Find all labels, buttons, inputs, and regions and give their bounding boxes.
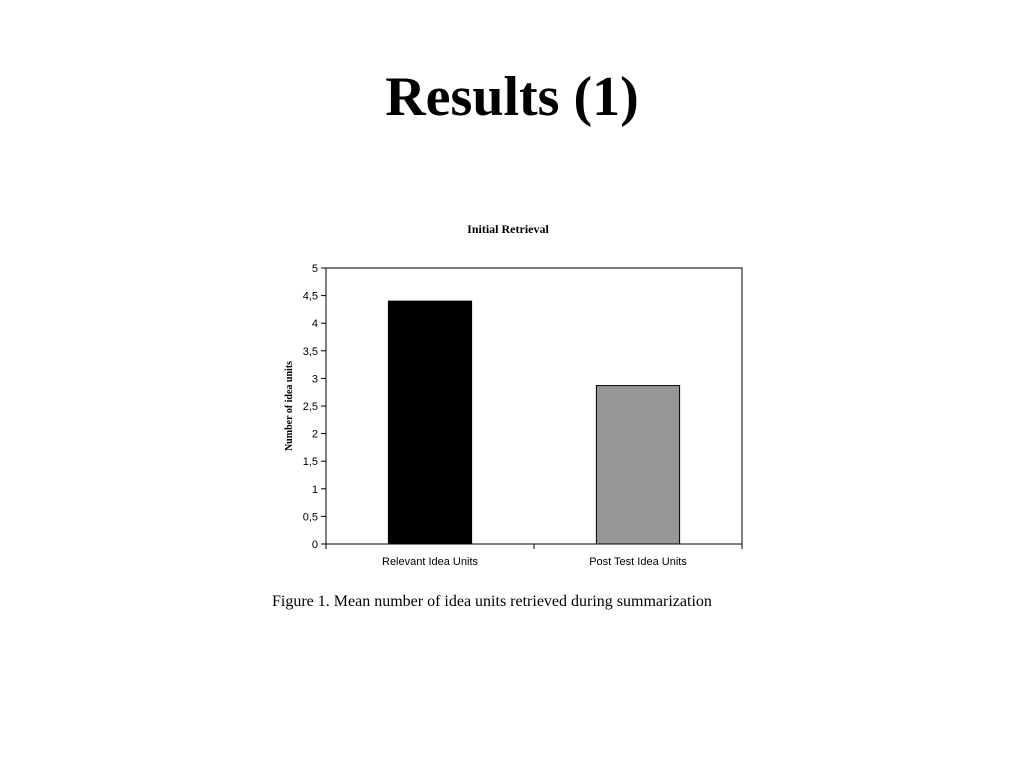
bar: [596, 386, 679, 544]
y-tick-label: 2,5: [302, 401, 318, 413]
y-tick-label: 4,5: [302, 290, 318, 303]
bars: [388, 301, 679, 544]
x-tick-label: Relevant Idea Units: [382, 556, 478, 568]
y-axis: [303, 263, 326, 551]
y-tick-label: 3,5: [302, 345, 318, 358]
y-tick-label: 4: [311, 318, 318, 331]
y-tick-label: 0,5: [302, 511, 318, 524]
y-tick-label: 1: [311, 483, 318, 496]
y-tick-label: 2: [311, 428, 318, 441]
figure-caption: Figure 1. Mean number of idea units retrieved during summarization: [272, 593, 712, 610]
y-axis-label: Number of idea units: [284, 360, 295, 452]
bar: [388, 301, 471, 544]
y-tick-label: 0: [311, 539, 318, 551]
y-tick-label: 5: [311, 263, 318, 275]
x-axis: [326, 544, 742, 568]
chart-title: Initial Retrieval: [467, 222, 549, 236]
slide-title: Results (1): [385, 66, 639, 128]
y-tick-label: 3: [311, 373, 318, 386]
x-tick-label: Post Test Idea Units: [589, 556, 687, 568]
y-tick-label: 1,5: [302, 456, 318, 469]
